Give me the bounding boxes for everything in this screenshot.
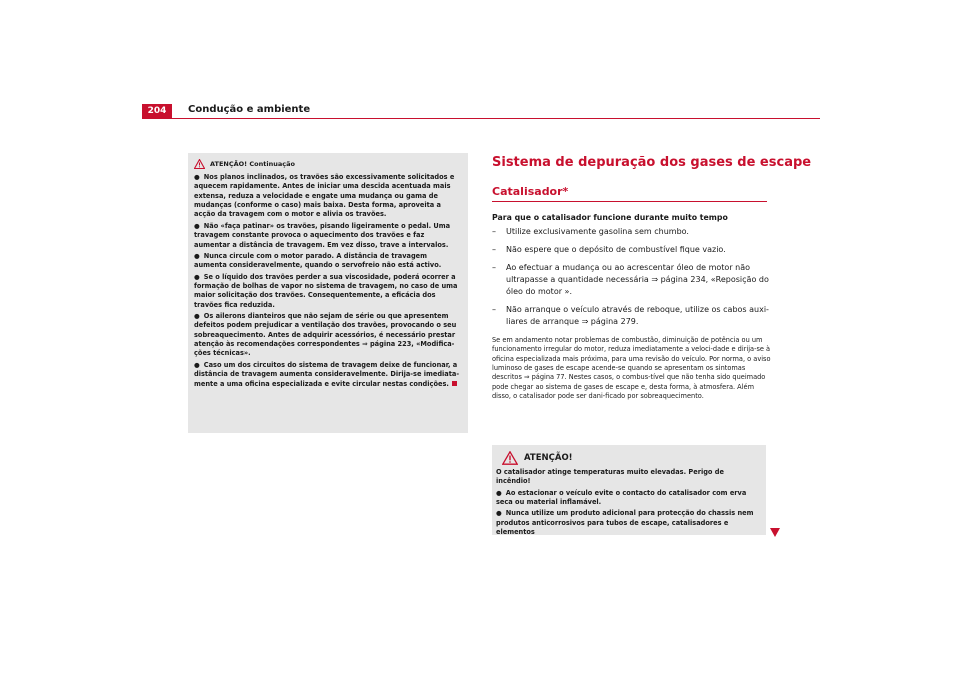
bullet-icon: ● bbox=[496, 488, 502, 497]
warning-triangle-icon bbox=[194, 159, 205, 169]
chapter-title: Condução e ambiente bbox=[188, 104, 311, 115]
warning-item bbox=[194, 312, 462, 359]
warning-box-continued bbox=[188, 153, 468, 433]
bullet-icon: ● bbox=[194, 272, 200, 281]
procedure-step: – Ao efectuar a mudança ou ao acrescentar óleo de motor não ultrapasse a quantidade necessária ⇒ página 234, «Reposição do óleo do motor ». bbox=[492, 262, 772, 298]
bullet-icon: ● bbox=[194, 251, 200, 260]
warning-item bbox=[496, 489, 760, 508]
warning-item-text: Nunca utilize um produto adicional para protecção do chassis nem produtos anticorrosivos para tubos de escape, catalisadores e elementos bbox=[496, 509, 754, 537]
step-text: Utilize exclusivamente gasolina sem chumbo. bbox=[506, 227, 689, 236]
warning-label: ATENÇÃO! Continuação bbox=[210, 160, 295, 168]
catalyst-content bbox=[492, 213, 772, 402]
warning-header bbox=[502, 451, 760, 465]
warning-item bbox=[194, 252, 462, 271]
step-text: Não espere que o depósito de combustível fique vazio. bbox=[506, 245, 726, 254]
bullet-icon: ● bbox=[496, 509, 502, 518]
subsection-title: Catalisador* bbox=[492, 185, 569, 198]
step-text: Ao efectuar a mudança ou ao acrescentar óleo de motor não ultrapasse a quantidade necessária ⇒ página 234, «Reposição do óleo do motor ». bbox=[506, 263, 769, 296]
warning-item-text: Se o líquido dos travões perder a sua viscosidade, poderá ocorrer a formação de bolhas de vapor no sistema de travagem, no caso de uma maior solicitação dos travões. Consequentemente, a eficácia dos travões fica reduzida. bbox=[194, 272, 458, 309]
bullet-icon: ● bbox=[194, 173, 200, 181]
warning-intro: O catalisador atinge temperaturas muito elevadas. Perigo de incêndio! bbox=[496, 468, 724, 486]
warning-label: ATENÇÃO! bbox=[524, 453, 573, 463]
warning-item-text: Nos planos inclinados, os travões são excessivamente solicitados e aquecem rapidamente. Antes de iniciar uma descida acentuada mais extensa, reduza a velocidade e engate uma mudança ou gama de mudanças (conforme o caso) mais baixa. Desta forma, aproveita a acção da travagem com o motor e alivia os travões. bbox=[194, 173, 455, 219]
procedure-step: – Utilize exclusivamente gasolina sem chumbo. bbox=[492, 227, 689, 236]
warning-header bbox=[194, 159, 462, 169]
warning-item-text: Os ailerons dianteiros que não sejam de série ou que apresentem defeitos podem prejudicar a ventilação dos travões, provocando o seu sobreaquecimento. Antes de adquirir acessórios, é necessário prestar atenção às recomendações correspondentes ⇒ página 223, «Modifica-ções técnicas». bbox=[194, 312, 457, 358]
warning-item-text: Caso um dos circuitos do sistema de travagem deixe de funcionar, a distância de travagem aumenta consideravelmente. Dirija-se imediata-mente a uma oficina especializada e evite circular nestas condições. bbox=[194, 360, 460, 388]
procedure-title: Para que o catalisador funcione durante muito tempo bbox=[492, 213, 728, 222]
subsection-divider bbox=[492, 201, 767, 202]
end-square-icon bbox=[452, 381, 457, 386]
bullet-icon: ● bbox=[194, 360, 200, 369]
page-number: 204 bbox=[142, 104, 172, 118]
warning-item-text: Não «faça patinar» os travões, pisando ligeiramente o pedal. Uma travagem constante provoca o aquecimento dos travões e faz aumentar a distância de travagem. Em vez disso, trave a intervalos. bbox=[194, 221, 451, 249]
warning-item-text: Ao estacionar o veículo evite o contacto do catalisador com erva seca ou material inflamável. bbox=[496, 488, 747, 507]
warning-item bbox=[194, 361, 462, 389]
procedure-step: – Não arranque o veículo através de reboque, utilize os cabos auxi-liares de arranque ⇒ página 279. bbox=[492, 304, 772, 328]
step-text: Não arranque o veículo através de reboque, utilize os cabos auxi-liares de arranque ⇒ página 279. bbox=[506, 305, 769, 326]
warning-item bbox=[194, 273, 462, 310]
bullet-icon: ● bbox=[194, 312, 200, 321]
procedure-step: – Não espere que o depósito de combustível fique vazio. bbox=[492, 245, 726, 254]
warning-item-text: Nunca circule com o motor parado. A distância de travagem aumenta consideravelmente, quando o servofreio não está activo. bbox=[194, 251, 442, 270]
header-divider bbox=[142, 118, 820, 119]
warning-item bbox=[194, 173, 462, 220]
warning-item bbox=[496, 509, 760, 537]
warning-item bbox=[194, 222, 462, 250]
section-title: Sistema de depuração dos gases de escape bbox=[492, 155, 812, 170]
warning-triangle-icon bbox=[502, 451, 518, 465]
bullet-icon: ● bbox=[194, 221, 200, 230]
body-paragraph: Se em andamento notar problemas de combustão, diminuição de potência ou um funcionamento irregular do motor, reduza imediatamente a veloci-dade e dirija-se à oficina especializada mais próxima, para uma revisão do veículo. Por norma, o aviso luminoso de gases de escape acende-se quando se apresentam os sintomas descritos ⇒ página 77. Nestes casos, o combus-tível que não tenha sido queimado pode chegar ao sistema de gases de escape e, desta forma, à atmosfera. Além disso, o catalisador pode ser dani-ficado por sobreaquecimento. bbox=[492, 336, 771, 401]
warning-box-catalyst bbox=[492, 445, 766, 535]
continue-arrow-icon bbox=[770, 522, 780, 541]
